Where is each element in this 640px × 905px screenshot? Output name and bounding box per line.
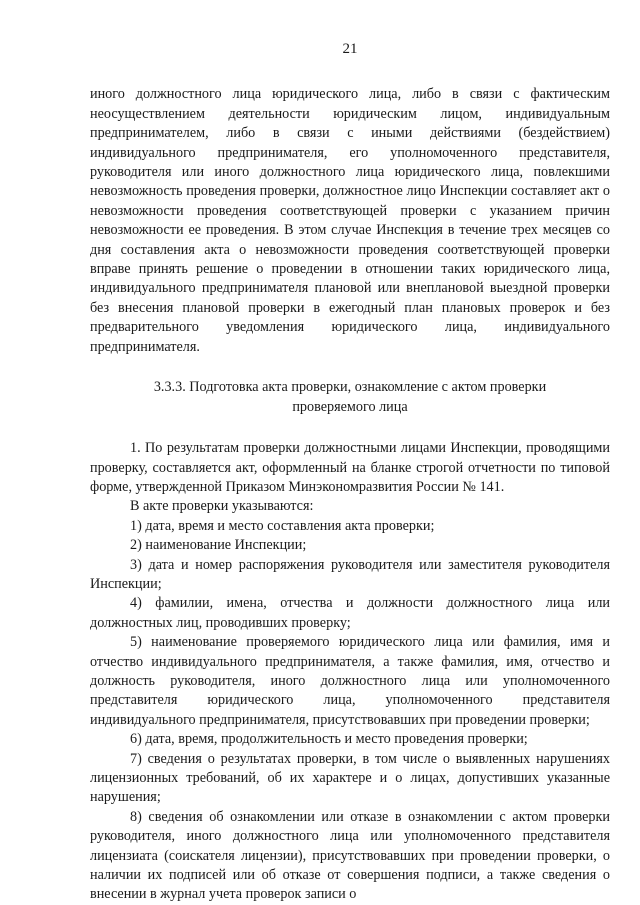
intro-paragraph: иного должностного лица юридического лица, либо в связи с фактическим неосуществлением деятельности юридическим лицом, индивидуальным предпринимателем, либо в связи с иными действиями (бездействием) индивидуального предпринимателя, его уполномоченного представителя, руководителя или иного должностного лица юридического лица, повлекшими невозможность проведения проверки, должностное лицо Инспекции составляет акт о невозможности проведения соответствующей проверки с указанием причин невозможности ее проведения. В этом случае Инспекция в течение трех месяцев со дня составления акта о невозможности проведения соответствующей проверки вправе принять решение о проведении в отношении таких юридического лица, индивидуального предпринимателя плановой или внеплановой выездной проверки без внесения плановой проверки в ежегодный план плановых проверок и без предварительного уведомления юридического лица, индивидуального предпринимателя. — [90, 86, 610, 355]
list-item: 1) дата, время и место составления акта проверки; — [130, 517, 435, 534]
list-item: 6) дата, время, продолжительность и место проведения проверки; — [130, 731, 528, 748]
list-item: 5) наименование проверяемого юридического лица или фамилия, имя и отчество индивидуального предпринимателя, а также фамилия, имя, отчество и должность руководителя, иного должностного лица или уполномоченного представителя юридического лица, уполномоченного представителя индивидуального предпринимателя, присутствовавших при проведении проверки; — [90, 634, 610, 728]
section-heading-line-1: 3.3.3. Подготовка акта проверки, ознакомление с актом проверки — [153, 379, 547, 396]
list-item: 8) сведения об ознакомлении или отказе в ознакомлении с актом проверки руководителя, иного должностного лица или уполномоченного представителя лицензиата (соискателя лицензии), присутствовавших при проведении проверки, о наличии их подписей или об отказе от совершения подписи, а также сведения о внесении в журнал учета проверок записи о — [90, 808, 610, 903]
list-item: 2) наименование Инспекции; — [130, 537, 307, 554]
list-item: 3) дата и номер распоряжения руководителя или заместителя руководителя Инспекции; — [90, 556, 610, 592]
list-intro: В акте проверки указываются: — [130, 498, 314, 515]
section-heading-line-2: проверяемого лица — [292, 399, 408, 416]
page-number: 21 — [342, 41, 358, 57]
list-item: 4) фамилии, имена, отчества и должности должностного лица или должностных лиц, проводивших проверку; — [90, 595, 610, 631]
paragraph-1: 1. По результатам проверки должностными лицами Инспекции, проводящими проверку, составляется акт, оформленный на бланке строгой отчетности по типовой форме, утвержденной Приказом Минэкономразвития России № 141. — [90, 440, 610, 495]
section-heading — [90, 377, 610, 417]
list-item: 7) сведения о результатах проверки, в том числе о выявленных нарушениях лицензионных требований, об их характере и о лицах, допустивших указанные нарушения; — [90, 750, 610, 806]
